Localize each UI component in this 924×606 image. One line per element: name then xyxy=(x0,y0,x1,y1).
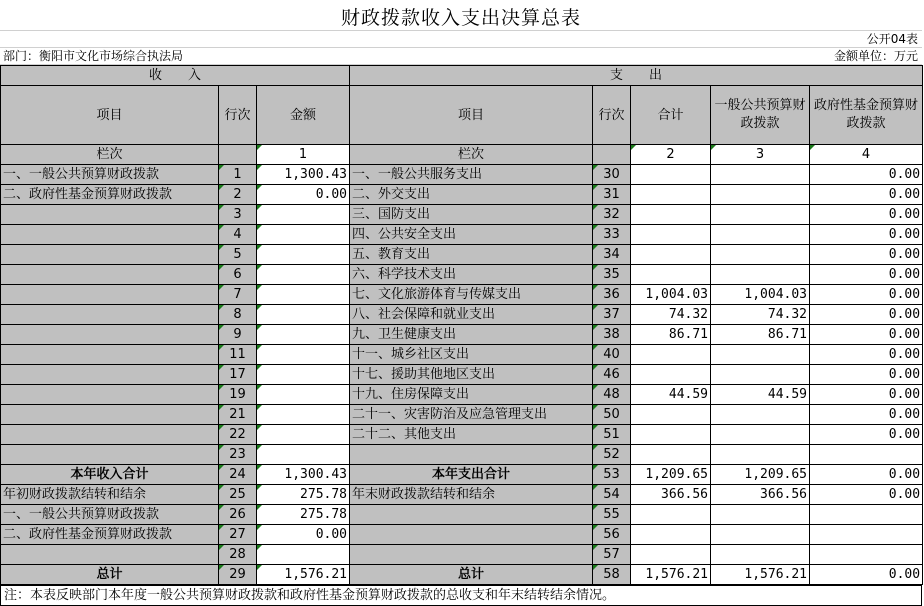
table-row xyxy=(1,405,923,425)
table-row xyxy=(1,325,923,345)
income-line-cell[interactable]: 27 xyxy=(219,525,257,545)
meta-row xyxy=(0,48,922,65)
income-amount-cell[interactable] xyxy=(257,365,350,385)
table-row xyxy=(1,185,923,205)
expense-fund-cell[interactable]: 0.00 xyxy=(810,345,923,365)
expense-total-cell[interactable] xyxy=(631,265,711,285)
expense-general-cell[interactable] xyxy=(711,225,810,245)
expense-item-cell[interactable]: 一、一般公共服务支出 xyxy=(350,165,593,185)
table-row xyxy=(1,425,923,445)
expense-line-cell[interactable]: 52 xyxy=(593,445,631,465)
expense-fund-cell[interactable]: 0.00 xyxy=(810,185,923,205)
expense-fund-cell[interactable] xyxy=(810,545,923,565)
table-row xyxy=(1,505,923,525)
expense-fund-cell[interactable] xyxy=(810,525,923,545)
expense-item-cell[interactable]: 五、教育支出 xyxy=(350,245,593,265)
expense-general-header: 一般公共预算财政拨款 xyxy=(711,86,810,145)
expense-item-cell[interactable]: 年末财政拨款结转和结余 xyxy=(350,485,593,505)
income-amount-cell[interactable]: 0.00 xyxy=(257,185,350,205)
income-item-cell[interactable] xyxy=(1,325,219,345)
income-item-header: 项目 xyxy=(1,86,219,145)
expense-fund-cell[interactable]: 0.00 xyxy=(810,245,923,265)
expense-line-cell[interactable]: 50 xyxy=(593,405,631,425)
expense-fund-cell[interactable]: 0.00 xyxy=(810,285,923,305)
expense-line-cell[interactable]: 51 xyxy=(593,425,631,445)
income-line-cell[interactable]: 24 xyxy=(219,465,257,485)
income-amount-cell[interactable] xyxy=(257,285,350,305)
expense-line-cell[interactable]: 38 xyxy=(593,325,631,345)
income-item-cell[interactable] xyxy=(1,365,219,385)
expense-total-cell[interactable]: 366.56 xyxy=(631,485,711,505)
expense-total-cell[interactable] xyxy=(631,545,711,565)
expense-fund-cell[interactable]: 0.00 xyxy=(810,225,923,245)
expense-total-cell[interactable]: 74.32 xyxy=(631,305,711,325)
expense-fund-cell[interactable]: 0.00 xyxy=(810,565,923,585)
expense-total-cell[interactable]: 1,004.03 xyxy=(631,285,711,305)
expense-section-header: 支 出 xyxy=(350,66,923,86)
table-row xyxy=(1,465,923,485)
expense-item-cell[interactable] xyxy=(350,445,593,465)
expense-item-cell[interactable]: 九、卫生健康支出 xyxy=(350,325,593,345)
income-section-header: 收 入 xyxy=(1,66,350,86)
income-amount-cell[interactable]: 275.78 xyxy=(257,505,350,525)
col-index-label: 栏次 xyxy=(1,145,219,165)
expense-general-cell[interactable] xyxy=(711,165,810,185)
expense-general-cell[interactable] xyxy=(711,425,810,445)
expense-total-cell[interactable]: 86.71 xyxy=(631,325,711,345)
table-row xyxy=(1,265,923,285)
income-item-cell[interactable]: 本年收入合计 xyxy=(1,465,219,485)
expense-total-cell[interactable] xyxy=(631,245,711,265)
expense-total-cell[interactable] xyxy=(631,425,711,445)
expense-item-cell[interactable]: 七、文化旅游体育与传媒支出 xyxy=(350,285,593,305)
expense-total-cell[interactable] xyxy=(631,225,711,245)
income-amount-cell[interactable] xyxy=(257,305,350,325)
income-line-cell[interactable]: 19 xyxy=(219,385,257,405)
expense-fund-cell[interactable]: 0.00 xyxy=(810,485,923,505)
table-row xyxy=(1,245,923,265)
expense-item-cell[interactable]: 二、外交支出 xyxy=(350,185,593,205)
expense-total-cell[interactable] xyxy=(631,345,711,365)
income-item-cell[interactable] xyxy=(1,385,219,405)
income-item-cell[interactable]: 一、一般公共预算财政拨款 xyxy=(1,165,219,185)
income-line-cell[interactable]: 5 xyxy=(219,245,257,265)
income-line-cell[interactable]: 8 xyxy=(219,305,257,325)
income-line-cell[interactable]: 1 xyxy=(219,165,257,185)
expense-general-cell[interactable] xyxy=(711,505,810,525)
income-item-cell[interactable] xyxy=(1,245,219,265)
expense-line-cell[interactable]: 40 xyxy=(593,345,631,365)
expense-total-cell[interactable] xyxy=(631,505,711,525)
expense-item-cell[interactable]: 二十二、其他支出 xyxy=(350,425,593,445)
expense-general-cell[interactable] xyxy=(711,525,810,545)
income-amount-header: 金额 xyxy=(257,86,350,145)
income-item-cell[interactable] xyxy=(1,445,219,465)
income-line-cell[interactable]: 3 xyxy=(219,205,257,225)
income-line-cell[interactable]: 22 xyxy=(219,425,257,445)
col-index-4: 4 xyxy=(810,145,923,165)
expense-item-cell[interactable] xyxy=(350,545,593,565)
table-row xyxy=(1,225,923,245)
income-amount-cell[interactable] xyxy=(257,205,350,225)
expense-line-cell[interactable]: 32 xyxy=(593,205,631,225)
expense-fund-cell[interactable]: 0.00 xyxy=(810,425,923,445)
expense-total-cell[interactable] xyxy=(631,205,711,225)
expense-fund-cell[interactable]: 0.00 xyxy=(810,205,923,225)
expense-general-cell[interactable] xyxy=(711,185,810,205)
expense-general-cell[interactable] xyxy=(711,245,810,265)
expense-fund-cell[interactable]: 0.00 xyxy=(810,305,923,325)
col-index-2: 2 xyxy=(631,145,711,165)
expense-item-cell[interactable]: 三、国防支出 xyxy=(350,205,593,225)
expense-general-cell[interactable] xyxy=(711,365,810,385)
expense-item-cell[interactable] xyxy=(350,505,593,525)
expense-line-cell[interactable]: 54 xyxy=(593,485,631,505)
income-item-cell[interactable] xyxy=(1,545,219,565)
expense-fund-header: 政府性基金预算财政拨款 xyxy=(810,86,923,145)
expense-line-cell[interactable]: 53 xyxy=(593,465,631,485)
income-amount-cell[interactable] xyxy=(257,445,350,465)
expense-line-cell[interactable]: 30 xyxy=(593,165,631,185)
income-item-cell[interactable] xyxy=(1,405,219,425)
expense-item-cell[interactable]: 二十一、灾害防治及应急管理支出 xyxy=(350,405,593,425)
expense-total-cell[interactable] xyxy=(631,365,711,385)
income-item-cell[interactable] xyxy=(1,265,219,285)
income-amount-cell[interactable]: 275.78 xyxy=(257,485,350,505)
expense-general-cell[interactable] xyxy=(711,205,810,225)
expense-line-cell[interactable]: 46 xyxy=(593,365,631,385)
expense-item-cell[interactable]: 六、科学技术支出 xyxy=(350,265,593,285)
expense-line-cell[interactable]: 57 xyxy=(593,545,631,565)
expense-item-cell[interactable] xyxy=(350,525,593,545)
expense-total-cell[interactable] xyxy=(631,525,711,545)
income-line-cell[interactable]: 21 xyxy=(219,405,257,425)
income-amount-cell[interactable] xyxy=(257,545,350,565)
income-amount-cell[interactable] xyxy=(257,425,350,445)
income-item-cell[interactable]: 二、政府性基金预算财政拨款 xyxy=(1,185,219,205)
col-index-label-expense: 栏次 xyxy=(350,145,593,165)
income-line-cell[interactable]: 2 xyxy=(219,185,257,205)
expense-line-cell[interactable]: 58 xyxy=(593,565,631,585)
income-item-cell[interactable]: 年初财政拨款结转和结余 xyxy=(1,485,219,505)
expense-total-cell[interactable] xyxy=(631,405,711,425)
expense-fund-cell[interactable]: 0.00 xyxy=(810,465,923,485)
report-title: 财政拨款收入支出决算总表 xyxy=(340,7,581,29)
unit-label: 金额单位：万元 xyxy=(833,49,918,63)
income-item-cell[interactable] xyxy=(1,225,219,245)
income-amount-cell[interactable] xyxy=(257,385,350,405)
expense-general-cell[interactable] xyxy=(711,345,810,365)
income-line-cell[interactable]: 4 xyxy=(219,225,257,245)
col-index-1: 1 xyxy=(257,145,350,165)
income-line-cell[interactable]: 23 xyxy=(219,445,257,465)
form-code: 公开04表 xyxy=(866,32,918,46)
expense-item-cell[interactable]: 十七、援助其他地区支出 xyxy=(350,365,593,385)
income-amount-cell[interactable] xyxy=(257,245,350,265)
expense-general-cell[interactable]: 1,209.65 xyxy=(711,465,810,485)
expense-general-cell[interactable] xyxy=(711,445,810,465)
income-line-cell[interactable]: 25 xyxy=(219,485,257,505)
expense-general-cell[interactable]: 86.71 xyxy=(711,325,810,345)
expense-line-cell[interactable]: 35 xyxy=(593,265,631,285)
expense-line-cell[interactable]: 36 xyxy=(593,285,631,305)
expense-fund-cell[interactable]: 0.00 xyxy=(810,325,923,345)
table-row xyxy=(1,485,923,505)
expense-general-cell[interactable] xyxy=(711,265,810,285)
expense-line-header: 行次 xyxy=(593,86,631,145)
income-amount-cell[interactable]: 0.00 xyxy=(257,525,350,545)
table-row xyxy=(1,525,923,545)
table-row xyxy=(1,165,923,185)
income-item-cell[interactable]: 总计 xyxy=(1,565,219,585)
expense-general-cell[interactable] xyxy=(711,545,810,565)
income-line-cell[interactable]: 6 xyxy=(219,265,257,285)
col-index-blank xyxy=(593,145,631,165)
expense-line-cell[interactable]: 55 xyxy=(593,505,631,525)
expense-item-cell[interactable]: 八、社会保障和就业支出 xyxy=(350,305,593,325)
income-line-cell[interactable]: 9 xyxy=(219,325,257,345)
expense-item-cell[interactable]: 总计 xyxy=(350,565,593,585)
table-row xyxy=(1,545,923,565)
expense-general-cell[interactable] xyxy=(711,405,810,425)
expense-total-cell[interactable]: 44.59 xyxy=(631,385,711,405)
expense-general-cell[interactable]: 44.59 xyxy=(711,385,810,405)
income-item-cell[interactable] xyxy=(1,285,219,305)
department-label: 部门：衡阳市文化市场综合执法局 xyxy=(3,49,184,63)
expense-fund-cell[interactable]: 0.00 xyxy=(810,365,923,385)
footnote: 注：本表反映部门本年度一般公共预算财政拨款和政府性基金预算财政拨款的总收支和年末结转结余情况。 xyxy=(0,585,922,606)
table-row xyxy=(1,445,923,465)
expense-fund-cell[interactable]: 0.00 xyxy=(810,165,923,185)
expense-general-cell[interactable]: 1,004.03 xyxy=(711,285,810,305)
income-item-cell[interactable]: 一、一般公共预算财政拨款 xyxy=(1,505,219,525)
table-row xyxy=(1,205,923,225)
expense-general-cell[interactable]: 74.32 xyxy=(711,305,810,325)
expense-item-cell[interactable]: 十九、住房保障支出 xyxy=(350,385,593,405)
expense-line-cell[interactable]: 33 xyxy=(593,225,631,245)
form-code-row xyxy=(0,31,922,48)
table-row xyxy=(1,305,923,325)
income-amount-cell[interactable] xyxy=(257,225,350,245)
table-row xyxy=(1,345,923,365)
expense-fund-cell[interactable]: 0.00 xyxy=(810,405,923,425)
expense-item-cell[interactable]: 四、公共安全支出 xyxy=(350,225,593,245)
income-item-cell[interactable] xyxy=(1,205,219,225)
income-amount-cell[interactable]: 1,300.43 xyxy=(257,465,350,485)
expense-fund-cell[interactable] xyxy=(810,505,923,525)
income-amount-cell[interactable] xyxy=(257,325,350,345)
table-row xyxy=(1,365,923,385)
expense-total-header: 合计 xyxy=(631,86,711,145)
expense-line-cell[interactable]: 37 xyxy=(593,305,631,325)
expense-total-cell[interactable]: 1,576.21 xyxy=(631,565,711,585)
expense-fund-cell[interactable]: 0.00 xyxy=(810,265,923,285)
income-line-header: 行次 xyxy=(219,86,257,145)
expense-general-cell[interactable]: 1,576.21 xyxy=(711,565,810,585)
expense-item-cell[interactable]: 十一、城乡社区支出 xyxy=(350,345,593,365)
income-amount-cell[interactable] xyxy=(257,265,350,285)
budget-table xyxy=(0,65,923,585)
income-line-cell[interactable]: 28 xyxy=(219,545,257,565)
expense-item-cell[interactable]: 本年支出合计 xyxy=(350,465,593,485)
expense-total-cell[interactable] xyxy=(631,445,711,465)
income-amount-cell[interactable] xyxy=(257,405,350,425)
income-line-cell[interactable]: 29 xyxy=(219,565,257,585)
table-row xyxy=(1,285,923,305)
expense-line-cell[interactable]: 34 xyxy=(593,245,631,265)
table-row xyxy=(1,565,923,585)
income-item-cell[interactable] xyxy=(1,305,219,325)
income-line-cell[interactable]: 17 xyxy=(219,365,257,385)
income-line-cell[interactable]: 11 xyxy=(219,345,257,365)
expense-total-cell[interactable] xyxy=(631,165,711,185)
expense-total-cell[interactable] xyxy=(631,185,711,205)
expense-fund-cell[interactable]: 0.00 xyxy=(810,385,923,405)
income-amount-cell[interactable]: 1,300.43 xyxy=(257,165,350,185)
expense-line-cell[interactable]: 56 xyxy=(593,525,631,545)
income-amount-cell[interactable] xyxy=(257,345,350,365)
col-index-blank xyxy=(219,145,257,165)
table-row xyxy=(1,385,923,405)
income-item-cell[interactable]: 二、政府性基金预算财政拨款 xyxy=(1,525,219,545)
expense-general-cell[interactable]: 366.56 xyxy=(711,485,810,505)
title-row xyxy=(0,0,922,31)
income-line-cell[interactable]: 7 xyxy=(219,285,257,305)
expense-line-cell[interactable]: 31 xyxy=(593,185,631,205)
income-item-cell[interactable] xyxy=(1,425,219,445)
expense-line-cell[interactable]: 48 xyxy=(593,385,631,405)
income-amount-cell[interactable]: 1,576.21 xyxy=(257,565,350,585)
expense-total-cell[interactable]: 1,209.65 xyxy=(631,465,711,485)
expense-item-header: 项目 xyxy=(350,86,593,145)
income-line-cell[interactable]: 26 xyxy=(219,505,257,525)
col-index-3: 3 xyxy=(711,145,810,165)
income-item-cell[interactable] xyxy=(1,345,219,365)
expense-fund-cell[interactable] xyxy=(810,445,923,465)
